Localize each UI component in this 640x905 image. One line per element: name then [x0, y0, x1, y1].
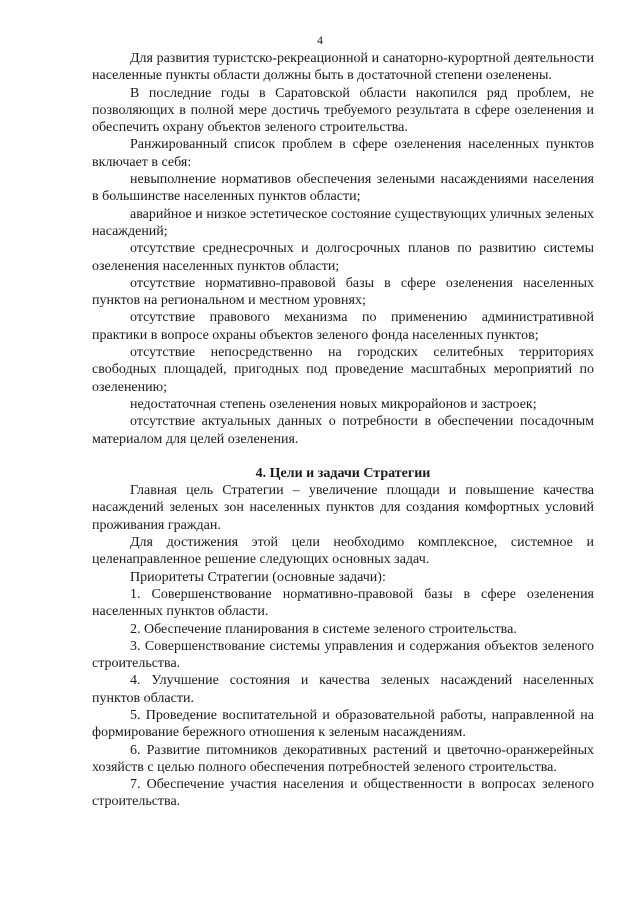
problem-list-item: отсутствие нормативно-правовой базы в сфере озеленения населенных пунктов на региональном и местном уровнях; — [92, 275, 594, 309]
task-list-item: 1. Совершенствование нормативно-правовой базы в сфере озеленения населенных пунктов области. — [92, 586, 594, 620]
problem-list-item: отсутствие правового механизма по применению административной практики в вопросе охраны объектов зеленого фонда населенных пунктов; — [92, 310, 594, 343]
paragraph: В последние годы в Саратовской области накопился ряд проблем, не позволяющих в полной мере достичь требуемого результата в сфере озеленения и обеспечить охрану объектов зеленого строительства. — [92, 85, 594, 136]
task-list-item: 7. Обеспечение участия населения и общественности в вопросах зеленого строительства. — [92, 777, 594, 810]
paragraph: Главная цель Стратегии – увеличение площади и повышение качества насаждений зеленых зон населенных пунктов для создания комфортных условий проживания граждан. — [92, 483, 594, 533]
task-list-item: 3. Совершенствование системы управления и содержания объектов зеленого строительства. — [92, 638, 594, 672]
task-list-item: 6. Развитие питомников декоративных растений и цветочно-оранжерейных хозяйств с целью полного обеспечения потребностей зеленого строительства. — [92, 742, 594, 775]
paragraph: Приоритеты Стратегии (основные задачи): — [130, 569, 386, 585]
task-list-item: 2. Обеспечение планирования в системе зеленого строительства. — [130, 621, 517, 637]
section-heading: 4. Цели и задачи Стратегии — [255, 465, 431, 481]
document-body — [92, 50, 594, 811]
task-list-item: 4. Улучшение состояния и качества зеленых насаждений населенных пунктов области. — [92, 673, 594, 706]
problem-list-item: аварийное и низкое эстетическое состояние существующих уличных зеленых насаждений; — [92, 206, 594, 239]
problem-list-item: недостаточная степень озеленения новых микрорайонов и застроек; — [130, 396, 537, 412]
paragraph: Для достижения этой цели необходимо комплексное, системное и целенаправленное решение следующих основных задач. — [92, 535, 594, 568]
problem-list-item: отсутствие актуальных данных о потребности в обеспечении посадочным материалом для целей озеленения. — [92, 414, 594, 447]
problem-list-item: отсутствие непосредственно на городских селитебных территориях свободных площадей, пригодных под проведение масштабных мероприятий по озеленению; — [92, 345, 594, 395]
paragraph: Ранжированный список проблем в сфере озеленения населенных пунктов включает в себя: — [92, 137, 594, 170]
page-number: 4 — [317, 33, 323, 47]
problem-list-item: отсутствие среднесрочных и долгосрочных планов по развитию системы озеленения населенных пунктов области; — [92, 241, 594, 274]
task-list-item: 5. Проведение воспитательной и образовательной работы, направленной на формирование бережного отношения к зеленым насаждениям. — [92, 707, 594, 741]
paragraph: Для развития туристско-рекреационной и санаторно-курортной деятельности населенные пункты области должны быть в достаточной степени озеленены. — [92, 51, 594, 84]
problem-list-item: невыполнение нормативов обеспечения зелеными насаждениями населения в большинстве населенных пунктов области; — [92, 172, 594, 205]
